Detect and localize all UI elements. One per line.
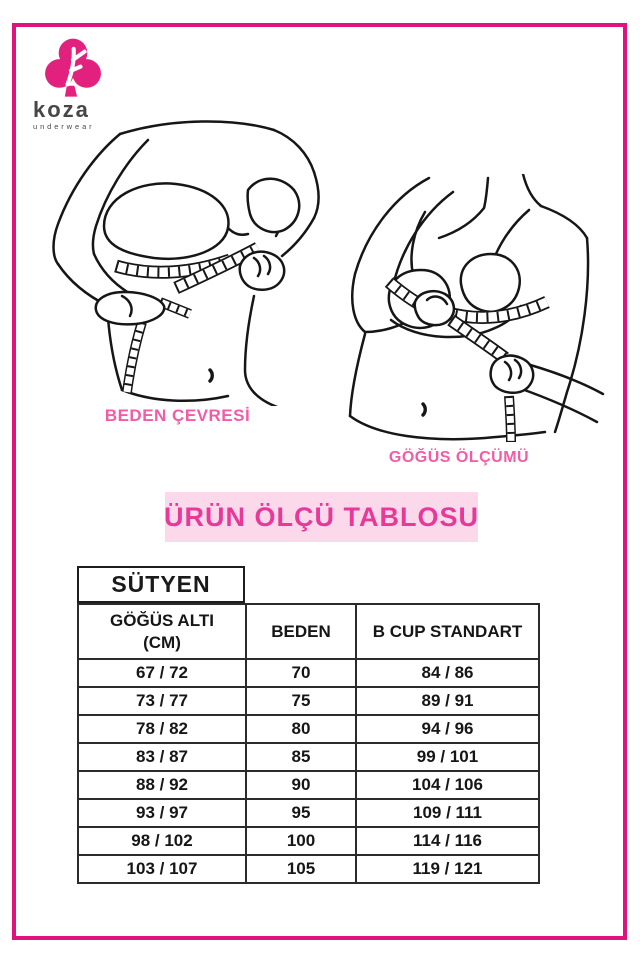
size-cell: 80	[246, 715, 356, 743]
size-cell: 75	[246, 687, 356, 715]
koza-tree-icon	[42, 38, 104, 98]
size-cell: 99 / 101	[356, 743, 539, 771]
table-row	[78, 827, 539, 855]
size-cell: 89 / 91	[356, 687, 539, 715]
table-row	[78, 659, 539, 687]
size-cell: 114 / 116	[356, 827, 539, 855]
size-cell: 73 / 77	[78, 687, 246, 715]
table-row	[78, 715, 539, 743]
table-row	[78, 743, 539, 771]
underbust-measurement-illustration	[42, 114, 322, 406]
size-cell: 94 / 96	[356, 715, 539, 743]
size-cell: 95	[246, 799, 356, 827]
size-cell: 109 / 111	[356, 799, 539, 827]
category-header	[77, 566, 245, 603]
table-row	[78, 855, 539, 883]
size-cell: 100	[246, 827, 356, 855]
size-table-title: ÜRÜN ÖLÇÜ TABLOSU	[165, 492, 478, 542]
category-label: SÜTYEN	[111, 571, 211, 597]
header-row	[78, 604, 539, 659]
size-cell: 78 / 82	[78, 715, 246, 743]
size-cell: 67 / 72	[78, 659, 246, 687]
size-cell: 70	[246, 659, 356, 687]
underbust-label: BEDEN ÇEVRESİ	[104, 406, 251, 425]
brand-tagline: underwear	[33, 122, 95, 131]
column-header-bcup: B CUP STANDART	[356, 604, 539, 659]
size-cell: 103 / 107	[78, 855, 246, 883]
size-cell: 90	[246, 771, 356, 799]
size-cell: 104 / 106	[356, 771, 539, 799]
size-table	[77, 566, 538, 884]
size-cell: 83 / 87	[78, 743, 246, 771]
size-cell: 105	[246, 855, 356, 883]
size-cell: 88 / 92	[78, 771, 246, 799]
size-cell: 85	[246, 743, 356, 771]
bust-label: GÖĞÜS ÖLÇÜMÜ	[388, 449, 530, 466]
size-cell: 98 / 102	[78, 827, 246, 855]
size-cell: 84 / 86	[356, 659, 539, 687]
table-row	[78, 687, 539, 715]
table-row	[78, 799, 539, 827]
column-header-underbust: GÖĞÜS ALTI (CM)	[78, 604, 246, 659]
column-header-size: BEDEN	[246, 604, 356, 659]
table-row	[78, 771, 539, 799]
bust-measurement-illustration	[333, 174, 621, 450]
size-table-grid	[77, 603, 540, 884]
size-cell: 119 / 121	[356, 855, 539, 883]
brand-name: koza	[33, 97, 90, 122]
size-cell: 93 / 97	[78, 799, 246, 827]
